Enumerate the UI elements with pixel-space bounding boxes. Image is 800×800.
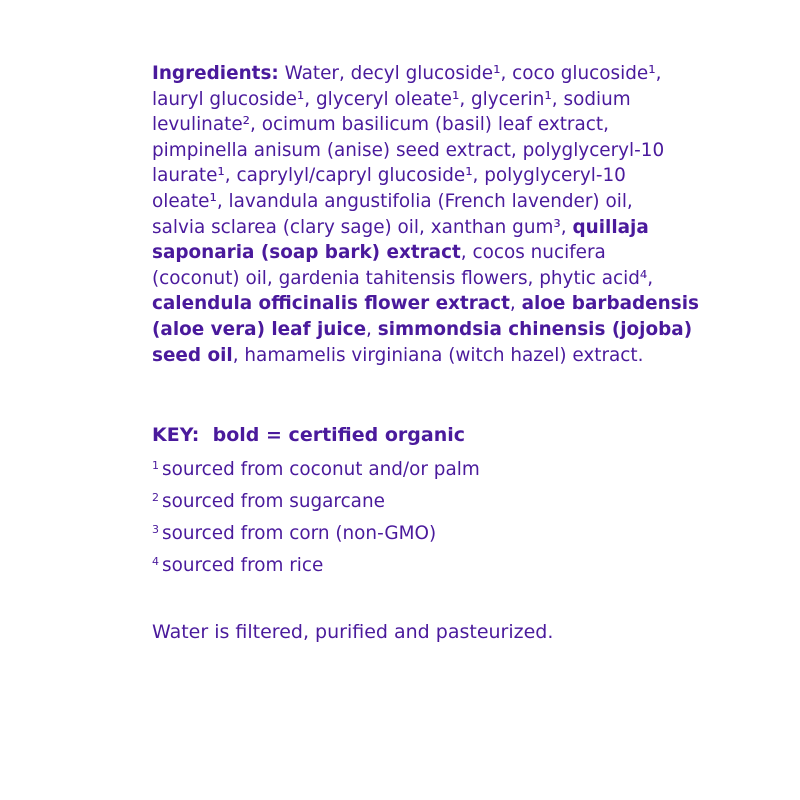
ingredients-line xyxy=(152,240,672,266)
key-section xyxy=(152,420,672,580)
ingredients-text: Water, decyl glucoside¹, coco glucoside¹, xyxy=(278,63,662,84)
ingredients-text: , cocos nucifera xyxy=(460,242,606,264)
ingredients-text: (coconut) oil, gardenia tahitensis flowers, phytic acid⁴, xyxy=(152,267,654,289)
organic-ingredient: calendula officinalis flower extract xyxy=(152,293,510,315)
ingredients-line xyxy=(152,266,672,292)
water-note: Water is filtered, purified and pasteurized. xyxy=(152,621,554,644)
organic-ingredient: (aloe vera) leaf juice xyxy=(152,318,367,340)
ingredients-line xyxy=(152,215,672,241)
ingredients-line xyxy=(152,291,699,317)
organic-ingredient: simmondsia chinensis (jojoba) xyxy=(377,318,693,340)
ingredient-panel xyxy=(152,61,699,646)
ingredients-line xyxy=(152,163,672,189)
ingredients-text: lauryl glucoside¹, glyceryl oleate¹, glycerin¹, sodium xyxy=(152,88,631,110)
organic-ingredient: seed oil xyxy=(152,344,233,366)
key-item-text: sourced from coconut and/or palm xyxy=(162,459,480,481)
key-item-text: sourced from sugarcane xyxy=(162,491,385,513)
ingredients-text: , hamamelis virginiana (witch hazel) extract. xyxy=(232,344,644,366)
ingredients-text: levulinate², ocimum basilicum (basil) leaf extract, xyxy=(152,114,609,136)
footnote-mark: 4 xyxy=(152,555,159,569)
ingredients-line xyxy=(152,87,672,113)
organic-ingredient: saponaria (soap bark) extract xyxy=(152,242,461,264)
key-item xyxy=(152,484,672,516)
key-item xyxy=(152,516,672,548)
ingredients-line xyxy=(152,343,672,369)
ingredients-list xyxy=(152,61,699,368)
key-item xyxy=(152,548,672,580)
key-item-text: sourced from rice xyxy=(162,555,324,577)
ingredients-label: Ingredients: xyxy=(152,63,279,84)
ingredients-line xyxy=(152,112,672,138)
ingredients-text: salvia sclarea (clary sage) oil, xanthan gum³, xyxy=(152,216,573,238)
organic-ingredient: quillaja xyxy=(572,216,649,238)
ingredients-line xyxy=(152,138,672,164)
ingredients-text: , xyxy=(366,318,378,340)
key-item xyxy=(152,452,672,484)
ingredients-text: oleate¹, lavandula angustifolia (French lavender) oil, xyxy=(152,190,633,212)
key-item-text: sourced from corn (non-GMO) xyxy=(162,523,437,545)
ingredients-text: laurate¹, caprylyl/capryl glucoside¹, polyglyceryl-10 xyxy=(152,165,626,187)
ingredients-text: pimpinella anisum (anise) seed extract, polyglyceryl-10 xyxy=(152,139,665,161)
key-heading: KEY: bold = certified organic xyxy=(152,424,465,447)
footnote-mark: 1 xyxy=(152,459,159,473)
footnote-mark: 3 xyxy=(152,523,159,537)
ingredients-line xyxy=(152,189,672,215)
ingredients-text: , xyxy=(509,293,522,315)
organic-ingredient: aloe barbadensis xyxy=(521,293,699,315)
ingredients-line xyxy=(152,317,693,343)
footnote-mark: 2 xyxy=(152,491,159,505)
ingredients-line xyxy=(152,61,672,87)
